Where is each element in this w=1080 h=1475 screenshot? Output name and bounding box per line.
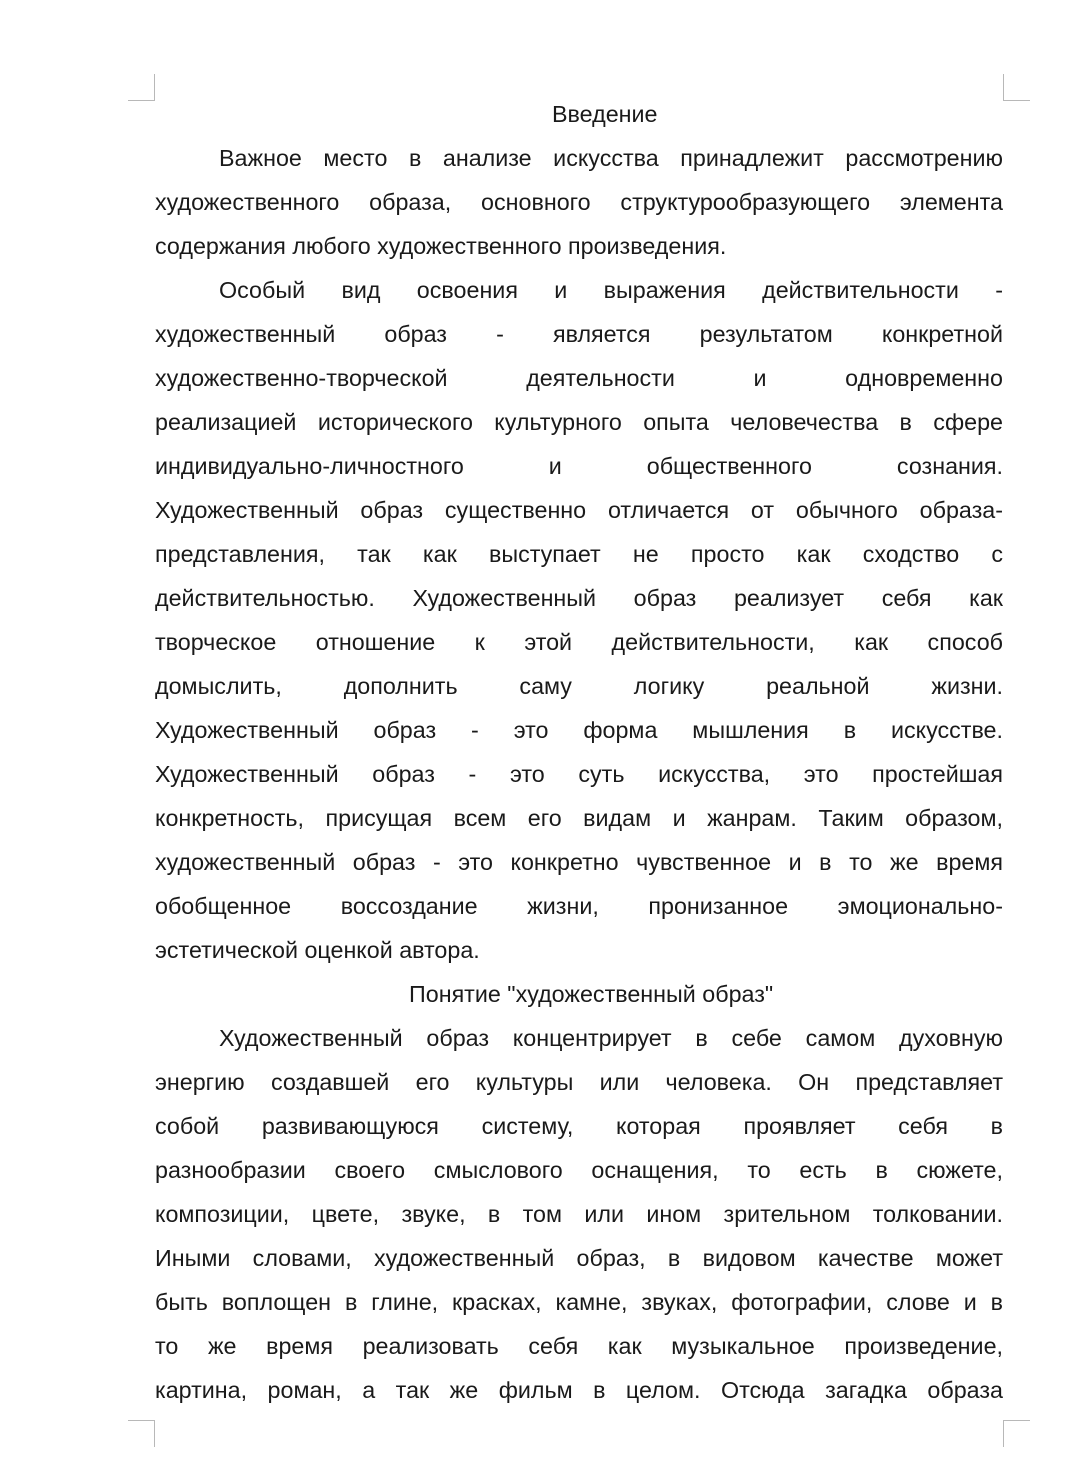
text-line: разнообразии своего смыслового оснащения, то есть в сюжете, bbox=[155, 1157, 1003, 1183]
top-right-margin-mark bbox=[1003, 74, 1030, 101]
text-line: реализацией исторического культурного опыта человечества в сфере bbox=[155, 409, 1003, 435]
text-line: Особый вид освоения и выражения действительности - bbox=[219, 277, 1003, 303]
top-left-margin-mark bbox=[128, 74, 155, 101]
text-line: Художественный образ - это суть искусства, это простейшая bbox=[155, 761, 1003, 787]
text-line: представления, так как выступает не просто как сходство с bbox=[155, 541, 1003, 567]
text-line: Важное место в анализе искусства принадлежит рассмотрению bbox=[219, 145, 1003, 171]
text-line: Художественный образ существенно отличается от обычного образа- bbox=[155, 497, 1003, 523]
text-line: Художественный образ концентрирует в себе самом духовную bbox=[219, 1025, 1003, 1051]
text-line: картина, роман, а так же фильм в целом. Отсюда загадка образа bbox=[155, 1377, 1003, 1403]
text-line: творческое отношение к этой действительности, как способ bbox=[155, 629, 1003, 655]
text-line: художественно-творческой деятельности и одновременно bbox=[155, 365, 1003, 391]
text-line: Художественный образ - это форма мышления в искусстве. bbox=[155, 717, 1003, 743]
text-line: художественный образ - является результатом конкретной bbox=[155, 321, 1003, 347]
text-line: действительностью. Художественный образ реализует себя как bbox=[155, 585, 1003, 611]
concept-paragraph bbox=[155, 1016, 1003, 1412]
text-line: обобщенное воссоздание жизни, пронизанное эмоционально- bbox=[155, 893, 1003, 919]
text-line: собой развивающуюся систему, которая проявляет себя в bbox=[155, 1113, 1003, 1139]
text-line: художественного образа, основного структурообразующего элемента bbox=[155, 189, 1003, 215]
bottom-right-margin-mark bbox=[1003, 1420, 1030, 1447]
document-body bbox=[155, 92, 1003, 1412]
intro-paragraph-2 bbox=[155, 268, 1003, 972]
text-line: художественный образ - это конкретно чувственное и в то же время bbox=[155, 849, 1003, 875]
text-line: композиции, цвете, звуке, в том или ином зрительном толковании. bbox=[155, 1201, 1003, 1227]
intro-heading bbox=[155, 92, 1003, 136]
bottom-left-margin-mark bbox=[128, 1420, 155, 1447]
text-line: Иными словами, художественный образ, в видовом качестве может bbox=[155, 1245, 1003, 1271]
text-line: энергию создавшей его культуры или человека. Он представляет bbox=[155, 1069, 1003, 1095]
concept-heading-text: Понятие "художественный образ" bbox=[409, 981, 774, 1007]
text-line: быть воплощен в глине, красках, камне, звуках, фотографии, слове и в bbox=[155, 1289, 1003, 1315]
text-line: эстетической оценкой автора. bbox=[155, 937, 480, 963]
text-line: домыслить, дополнить саму логику реальной жизни. bbox=[155, 673, 1003, 699]
intro-heading-text: Введение bbox=[552, 101, 658, 127]
text-line: конкретность, присущая всем его видам и жанрам. Таким образом, bbox=[155, 805, 1003, 831]
concept-heading bbox=[155, 972, 1003, 1016]
intro-paragraph-1 bbox=[155, 136, 1003, 268]
text-line: то же время реализовать себя как музыкальное произведение, bbox=[155, 1333, 1003, 1359]
text-line: индивидуально-личностного и общественного сознания. bbox=[155, 453, 1003, 479]
text-line: содержания любого художественного произведения. bbox=[155, 233, 727, 259]
